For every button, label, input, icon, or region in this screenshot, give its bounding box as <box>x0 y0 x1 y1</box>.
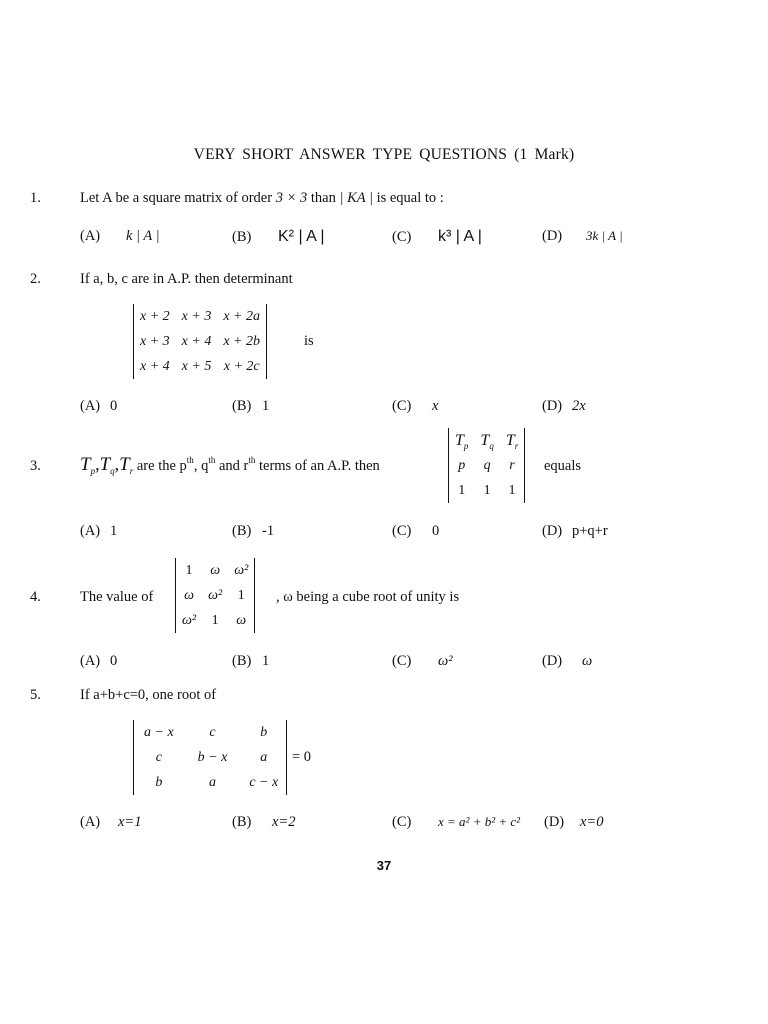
t-sub-q: q <box>110 466 115 476</box>
det5-cell: a <box>209 774 216 790</box>
q2-option-d-label: (D) <box>542 398 563 414</box>
q5-option-b-value: x=2 <box>272 814 296 830</box>
q1-option-c-value: k³ | A | <box>438 228 482 245</box>
q1-option-c[interactable] <box>392 228 482 246</box>
det2-cell: x + 5 <box>181 358 212 374</box>
q4-option-d-value: ω <box>582 653 593 669</box>
det4-cell: 1 <box>237 587 245 603</box>
q3-option-a[interactable] <box>80 523 117 540</box>
q1-option-b-value: K² | A | <box>278 228 325 245</box>
q2-option-a-value: 0 <box>110 398 118 414</box>
q4-option-d[interactable] <box>542 653 592 670</box>
comma-1: , <box>95 454 100 474</box>
q3-option-d-value: p+q+r <box>572 523 608 539</box>
det4-cell: 1 <box>185 562 193 578</box>
det5-cell: c <box>209 724 216 740</box>
q5-option-c[interactable] <box>392 814 520 831</box>
q3-text-4: terms of an A.P. then <box>255 458 380 474</box>
q5-option-d-label: (D) <box>544 814 565 830</box>
det5-cell: c − x <box>249 774 279 790</box>
q1-option-d[interactable] <box>542 228 623 245</box>
page-title: VERY SHORT ANSWER TYPE QUESTIONS (1 Mark) <box>193 146 575 163</box>
question-1-text-c: is equal to : <box>372 190 444 206</box>
question-2-after: is <box>304 333 314 349</box>
q3-option-c-value: 0 <box>432 523 440 539</box>
det2-cell: x + 3 <box>140 333 170 349</box>
q2-option-a[interactable] <box>80 398 117 415</box>
q2-option-d[interactable] <box>542 398 586 415</box>
det3-cell: q <box>483 457 491 473</box>
question-1-text <box>80 190 444 207</box>
question-2-number: 2. <box>30 271 41 287</box>
q2-option-b[interactable] <box>232 398 269 415</box>
question-3-text <box>80 454 380 476</box>
q2-option-a-label: (A) <box>80 398 101 414</box>
q4-option-a-value: 0 <box>110 653 118 669</box>
det4-cell: 1 <box>211 612 219 628</box>
q2-option-b-label: (B) <box>232 398 252 414</box>
question-3-after: equals <box>544 458 582 474</box>
det5-cell: a − x <box>144 724 174 740</box>
q3-option-b-label: (B) <box>232 523 252 539</box>
q3-text-3: and r <box>215 458 249 474</box>
question-4-determinant <box>175 558 255 633</box>
det2-cell: x + 4 <box>181 333 212 349</box>
question-1-order: 3 × 3 <box>275 190 308 206</box>
q3-option-c[interactable] <box>392 523 439 540</box>
det4-cell: ω² <box>234 562 249 578</box>
t-sub-p: p <box>90 466 96 476</box>
t-symbol: T <box>80 454 91 475</box>
q5-option-c-label: (C) <box>392 814 412 830</box>
q4-option-b[interactable] <box>232 653 269 670</box>
det5-cell: a <box>260 749 268 765</box>
det5-cell: b <box>260 724 268 740</box>
question-1-text-a: Let A be a square matrix of order <box>80 190 276 206</box>
q3-sup-2: th <box>208 455 216 465</box>
q3-option-b-value: -1 <box>262 523 275 539</box>
question-5-text: If a+b+c=0, one root of <box>80 687 217 703</box>
det4-cell: ω² <box>208 587 223 603</box>
det3-cell: $T_p$ <box>455 431 469 451</box>
q1-option-d-value: 3k | A | <box>586 228 623 243</box>
q1-option-b[interactable] <box>232 228 325 246</box>
question-2-text: If a, b, c are in A.P. then determinant <box>80 271 293 287</box>
q1-option-b-label: (B) <box>232 229 252 245</box>
det2-cell: x + 2c <box>223 358 260 374</box>
q5-option-d[interactable] <box>544 814 603 831</box>
q2-option-c-label: (C) <box>392 398 412 414</box>
det3-cell: 1 <box>483 482 491 498</box>
q5-option-a-value: x=1 <box>118 814 142 830</box>
det4-cell: ω <box>236 612 247 628</box>
det4-cell: ω <box>210 562 221 578</box>
comma-2: , <box>114 454 120 474</box>
q5-option-a[interactable] <box>80 814 141 831</box>
t-symbol: T <box>99 454 111 475</box>
det2-cell: x + 4 <box>140 358 170 374</box>
question-1-number: 1. <box>30 190 41 206</box>
det3-cell: p <box>458 457 466 473</box>
det2-cell: x + 2 <box>140 308 170 324</box>
question-1-text-b: than <box>307 190 340 206</box>
det2-cell: x + 3 <box>181 308 212 324</box>
q3-sup-3: th <box>248 455 256 465</box>
det5-cell: b − x <box>197 749 228 765</box>
q1-option-a-value: k | A | <box>126 228 160 244</box>
question-4-text: The value of <box>80 589 154 605</box>
q5-option-b-label: (B) <box>232 814 252 830</box>
det3-cell: 1 <box>508 482 516 498</box>
det2-cell: x + 2a <box>223 308 261 324</box>
det3-cell: 1 <box>458 482 466 498</box>
q3-option-b[interactable] <box>232 523 274 540</box>
det2-cell: x + 2b <box>223 333 261 349</box>
q3-option-a-value: 1 <box>110 523 118 539</box>
q3-text-2: , q <box>193 458 209 474</box>
q3-option-d-label: (D) <box>542 523 563 539</box>
q3-option-c-label: (C) <box>392 523 412 539</box>
q3-text-1: are the p <box>133 458 187 474</box>
q5-option-b[interactable] <box>232 814 295 831</box>
q4-option-c-value: ω² <box>438 653 453 669</box>
q4-option-b-value: 1 <box>262 653 270 669</box>
det5-cell: c <box>155 749 162 765</box>
page-number: 37 <box>376 858 392 873</box>
t-symbol: T <box>119 454 130 475</box>
q5-option-a-label: (A) <box>80 814 101 830</box>
q2-option-d-value: 2x <box>572 398 586 414</box>
question-5-number: 5. <box>30 687 41 703</box>
det3-cell: r <box>509 457 515 473</box>
question-4-after: , ω being a cube root of unity is <box>276 589 460 605</box>
q3-option-d[interactable] <box>542 523 608 540</box>
q3-option-a-label: (A) <box>80 523 101 539</box>
q4-option-c[interactable] <box>392 653 453 670</box>
det4-cell: ω <box>184 587 194 603</box>
q5-option-c-value: x = a² + b² + c² <box>438 814 521 829</box>
q4-option-a-label: (A) <box>80 653 101 669</box>
q4-option-c-label: (C) <box>392 653 412 669</box>
det5-cell: b <box>155 774 163 790</box>
q4-option-a[interactable] <box>80 653 117 670</box>
question-3-determinant <box>448 428 525 503</box>
question-3-number: 3. <box>30 458 41 474</box>
q1-option-d-label: (D) <box>542 228 563 244</box>
question-2-determinant <box>133 304 267 379</box>
q5-option-d-value: x=0 <box>580 814 604 830</box>
question-1-expr: | KA | <box>339 190 373 206</box>
q1-option-c-label: (C) <box>392 229 412 245</box>
det3-cell: $T_q$ <box>480 431 494 451</box>
q3-sup-1: th <box>186 455 194 465</box>
det4-cell: ω² <box>182 612 197 628</box>
q1-option-a-label: (A) <box>80 228 101 244</box>
q4-option-d-label: (D) <box>542 653 563 669</box>
q2-option-c[interactable] <box>392 398 438 415</box>
q1-option-a[interactable] <box>80 228 160 245</box>
q4-option-b-label: (B) <box>232 653 252 669</box>
q2-option-c-value: x <box>432 398 439 414</box>
det3-cell: $T_r$ <box>505 431 519 451</box>
q2-option-b-value: 1 <box>262 398 270 414</box>
question-5-after: = 0 <box>292 749 312 765</box>
t-sub-r: r <box>129 466 134 476</box>
question-5-determinant <box>133 720 287 795</box>
question-4-number: 4. <box>30 589 41 605</box>
